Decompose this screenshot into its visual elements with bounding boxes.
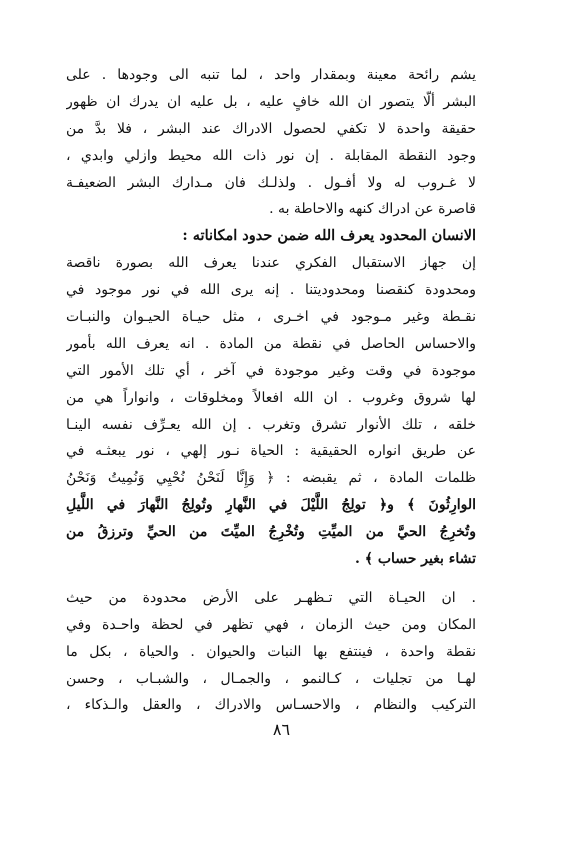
text-line: . ان الحيـاة التي تـظهـر على الأرض محدودة من حيث: [66, 589, 476, 606]
paragraph-3: [66, 585, 476, 719]
text-line: قاصرة عن ادراك كنهه والاحاطة به .: [269, 201, 476, 218]
quran-verse-line: الوارِثُونَ ﴾ و﴿ تولِجُ اللَّيْلَ في النَّهارِ وتُولِجُ النَّهارَ في اللَّيلِ: [66, 497, 476, 514]
text-line: المكان ومن حيث الزمان ، فهي تظهر في لحظة واحـدة وفي: [66, 616, 476, 633]
text-line: لهـا من تجليات ، كـالنمو ، والجمـال ، والشبـاب ، وحسن: [66, 670, 476, 687]
text-line: ظلمات المادة ، ثم يقبضه : ﴿ وَإِنَّا لَنَحْنُ نُحْيِي وَنُمِيتُ وَنَحْنُ: [66, 470, 476, 487]
text-line: إن جهاز الاستقبال الفكري عندنا يعرف الله بصورة ناقصة: [66, 255, 476, 272]
section-heading-text: الانسان المحدود يعرف الله ضمن حدود امكاناته :: [182, 227, 476, 245]
paragraph-2: [66, 250, 476, 573]
text-line: ومحدودة كنقصنا ومحدوديتنا . إنه يرى الله في نور موجود في: [66, 282, 476, 299]
text-line: موجودة في وقت وغير موجودة في آخر ، أي تلك الأمور التي: [66, 362, 476, 379]
page-number: ٨٦: [272, 720, 291, 739]
text-line: لها شروق وغروب . ان الله افعالاً ومخلوقات ، وانواراً هي من: [66, 389, 476, 406]
text-line: لا غـروب له ولا أفـول . ولذلـك فان مـدارك البشر الضعيفـة: [66, 174, 476, 191]
page-body: [66, 62, 476, 719]
text-line: نقطة واحدة ، فينتفع بها النبات والحيوان . والحياة ، بكل ما: [66, 643, 476, 660]
text-line: البشر ألّا يتصور ان الله خافٍ عليه ، بل عليه ان يدرك ان ظهور: [66, 93, 476, 110]
text-line: حقيقة واحدة لا تكفي لحصول الادراك عند البشر ، فلا بدَّ من: [66, 120, 476, 137]
quran-verse-line: وتُخرِجُ الحيَّ من الميِّتِ وتُخْرِجُ الميِّتَ من الحيِّ وترزقُ من: [66, 524, 476, 541]
text-line: والاحساس الحاصل في نقطة من المادة . انه يعرف الله بأمور: [66, 335, 476, 352]
section-heading: [66, 223, 476, 250]
text-line: يشم رائحة معينة وبمقدار واحد ، لما تنبه الى وجودها . على: [66, 67, 476, 83]
text-line: خلقه ، تلك الأنوار تشرق وتغرب . إن الله يعـرِّف نفسه الينـا: [66, 416, 476, 433]
text-line: عن طريق انواره الحقيقية : الحياة نـور إلهي ، نور يبعثـه في: [66, 443, 476, 460]
text-line: وجود النقطة المقابلة . إن نور ذات الله محيط وازلي وابدي ،: [66, 147, 476, 164]
quran-verse-line: تشاء بغير حساب ﴾ .: [355, 551, 476, 568]
paragraph-gap: [66, 573, 476, 585]
text-line: نقـطة وغير مـوجود في اخـرى ، مثل حيـاة الحيـوان والنبـات: [66, 309, 476, 326]
paragraph-1: [66, 62, 476, 223]
text-line: التركيب والنظام ، والاحسـاس والادراك ، والعقل والـذكاء ،: [66, 697, 476, 714]
